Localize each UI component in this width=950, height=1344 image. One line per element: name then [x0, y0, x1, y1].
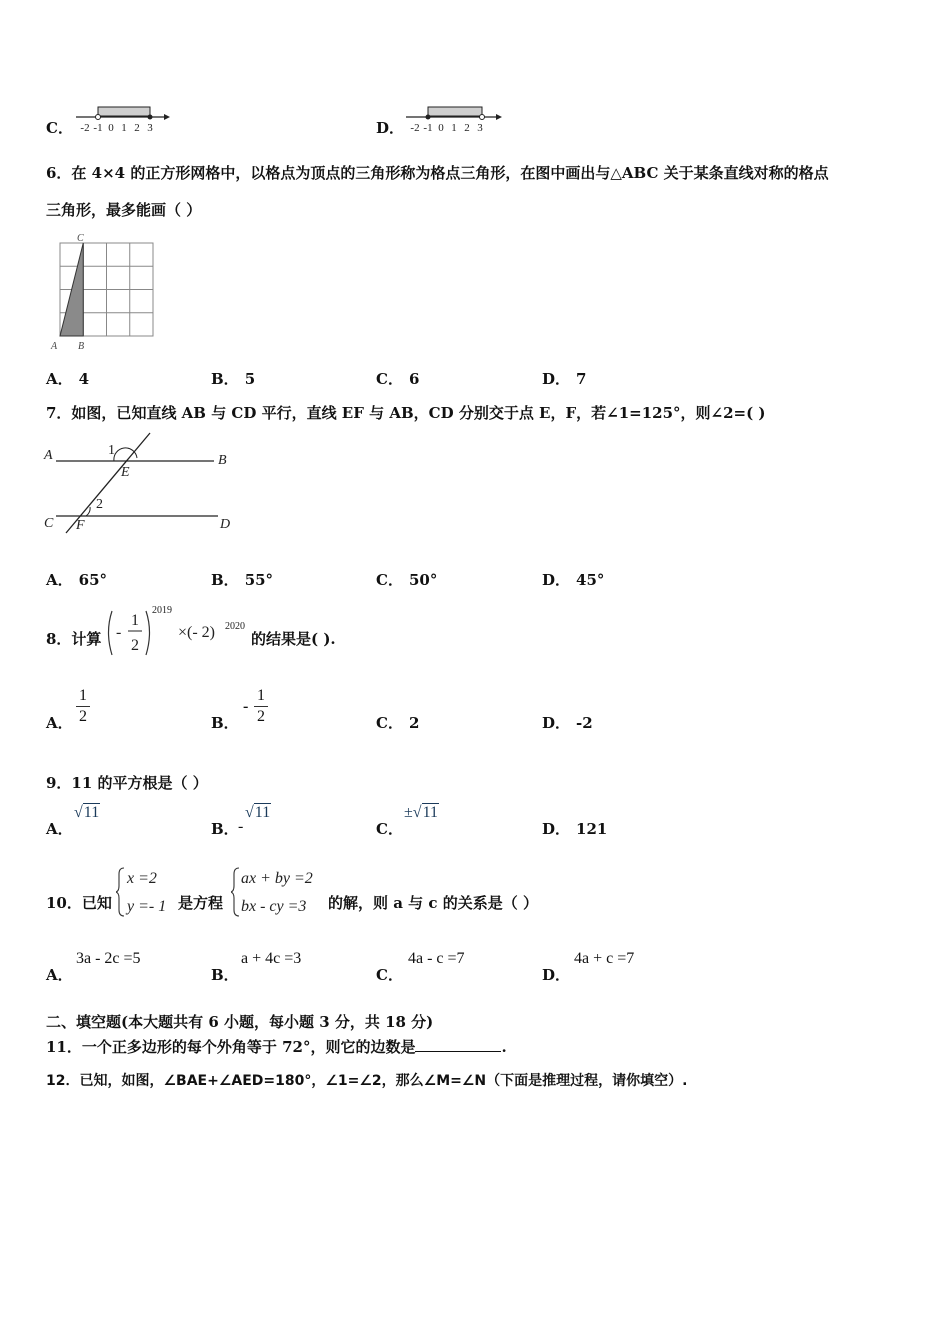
q7-text: 7．如图，已知直线 AB 与 CD 平行，直线 EF 与 AB，CD 分别交于点 E，F，若∠1=125°，则∠2=( ) [46, 404, 766, 422]
q7-option-b-value: 55° [244, 571, 274, 589]
q8-option-b-sign: - [243, 698, 249, 715]
q9-option-d [542, 818, 607, 839]
q8-exp2: 2020 [225, 621, 245, 632]
q7-label-angle1: 1 [108, 443, 115, 458]
q7-option-b [211, 569, 273, 590]
q11-text: 11．一个正多边形的每个外角等于 72°，则它的边数是 [46, 1038, 416, 1056]
q5c-tick-3: 1 [121, 122, 127, 134]
q5c-tick-0: -2 [80, 122, 90, 134]
q10-option-c-label: C． [376, 966, 403, 984]
q6-option-d-label: D． [542, 370, 571, 388]
q9-option-d-label: D． [542, 820, 571, 838]
q7-option-c [376, 569, 437, 590]
q5-option-c-numberline [74, 104, 174, 134]
q8-option-b-den: 2 [257, 708, 265, 725]
q8-option-d-label: D． [542, 714, 571, 732]
q7-option-d-value: 45° [576, 571, 605, 589]
q9-option-a-label: A． [46, 820, 73, 838]
q11-end: . [501, 1038, 507, 1056]
q8-option-c-value: 2 [408, 714, 420, 732]
q9-option-c-label: C． [376, 820, 403, 838]
q10-sys2-line1: ax + by =2 [241, 870, 313, 887]
q8-option-b-label: B． [211, 714, 239, 732]
q10-prefix: 10．已知 [46, 894, 112, 912]
q7-label-a: A [44, 448, 53, 463]
q7-option-a-value: 65° [78, 571, 108, 589]
q8-option-b-fraction [254, 686, 268, 727]
q10-system-1 [116, 864, 178, 920]
q10-option-d-label: D． [542, 966, 571, 984]
q6-option-b-value: 5 [244, 370, 256, 388]
q7-label-angle2: 2 [96, 497, 103, 512]
q7-option-d [542, 569, 604, 590]
q8-expression [104, 603, 252, 661]
q9-option-a-radicand: 11 [83, 804, 100, 821]
q8-frac-den: 2 [131, 637, 139, 654]
q9-option-b-label: B． [211, 820, 239, 838]
q10-system-2 [231, 864, 327, 920]
q5c-tick-5: 3 [147, 122, 153, 134]
q5d-tick-1: -1 [423, 122, 433, 134]
q6-grid-figure [46, 230, 161, 352]
q5d-tick-3: 1 [451, 122, 457, 134]
q6-text-line1: 6．在 4×4 的正方形网格中，以格点为顶点的三角形称为格点三角形，在图中画出与△ABC 关于某条直线对称的格点 [46, 164, 829, 182]
q6-option-a-label: A． [46, 370, 73, 388]
q9-option-b-sign: - [238, 818, 244, 835]
q6-option-d [542, 368, 586, 389]
q5c-tick-2: 0 [108, 122, 114, 134]
q10-option-c-value: 4a - c =7 [408, 950, 465, 967]
q11-answer-blank[interactable] [415, 1037, 501, 1052]
q8-option-b-num: 1 [254, 686, 268, 707]
q6-text-line2: 三角形，最多能画（ ） [46, 201, 202, 219]
q6-option-a [46, 368, 89, 389]
q5d-tick-4: 2 [464, 122, 470, 134]
q8-option-a-num: 1 [76, 686, 90, 707]
q5-option-c-label: C． [46, 119, 73, 137]
q12-text: 12．已知，如图，∠BAE+∠AED=180°，∠1=∠2，那么∠M=∠N（下面是推理过程，请你填空）. [46, 1073, 688, 1089]
q7-label-f: F [76, 518, 85, 533]
q7-label-c: C [44, 516, 54, 531]
q10-middle: 是方程 [178, 894, 224, 912]
q8-frac-num: 1 [131, 612, 139, 629]
q7-option-c-value: 50° [408, 571, 438, 589]
q8-option-a-label: A． [46, 714, 73, 732]
q8-option-c [376, 712, 419, 733]
q10-option-a-label: A． [46, 966, 73, 984]
q9-option-c-sign: ± [404, 804, 413, 821]
q8-option-a-den: 2 [79, 708, 87, 725]
q5d-tick-0: -2 [410, 122, 420, 134]
q5-option-d-label: D． [376, 119, 405, 137]
q9-option-a-sqrt: √11 [74, 804, 100, 821]
q9-text: 9．11 的平方根是（ ） [46, 774, 208, 792]
q7-label-d: D [220, 517, 231, 532]
q8-option-a-fraction [76, 686, 90, 727]
q10-suffix: 的解，则 a 与 c 的关系是（ ） [328, 894, 538, 912]
q5d-tick-5: 3 [477, 122, 483, 134]
q8-option-d [542, 712, 593, 733]
q6-option-b [211, 368, 255, 389]
q11-line [46, 1036, 507, 1057]
q9-option-b-radicand: 11 [254, 804, 271, 821]
q10-sys1-line1: x =2 [127, 870, 157, 887]
q7-option-d-label: D． [542, 571, 571, 589]
q5-option-d-numberline [404, 104, 504, 134]
q6-label-a: A [51, 341, 58, 352]
q8-suffix: 的结果是( ). [251, 630, 336, 648]
q8-exp1: 2019 [152, 605, 172, 616]
q7-label-b: B [218, 453, 227, 468]
q5d-tick-2: 0 [438, 122, 444, 134]
q9-option-c-radicand: 11 [422, 804, 438, 821]
q10-option-b-value: a + 4c =3 [241, 950, 302, 967]
q10-option-b-label: B． [211, 966, 239, 984]
q7-parallel-lines-figure [42, 428, 242, 538]
q7-option-c-label: C． [376, 571, 403, 589]
q10-sys1-line2: y =- 1 [127, 898, 167, 915]
q7-option-a-label: A． [46, 571, 73, 589]
q6-option-c-value: 6 [408, 370, 420, 388]
q8-option-c-label: C． [376, 714, 403, 732]
q6-option-b-label: B． [211, 370, 239, 388]
q6-option-c-label: C． [376, 370, 403, 388]
q6-label-b: B [78, 341, 85, 352]
q10-option-a-value: 3a - 2c =5 [76, 950, 141, 967]
section-2-heading: 二、填空题(本大题共有 6 小题，每小题 3 分，共 18 分) [46, 1013, 434, 1031]
q9-option-c-sqrt: ±√11 [404, 804, 438, 821]
q8-times: ×(- 2) [178, 624, 216, 641]
q8-prefix: 8．计算 [46, 630, 102, 648]
q5c-tick-4: 2 [134, 122, 140, 134]
q9-option-d-value: 121 [576, 820, 608, 838]
q8-sign: - [116, 624, 122, 641]
q6-option-a-value: 4 [78, 370, 90, 388]
q7-option-a [46, 569, 107, 590]
q6-label-c: C [77, 233, 84, 244]
q7-option-b-label: B． [211, 571, 239, 589]
q10-sys2-line2: bx - cy =3 [241, 898, 307, 915]
q7-label-e: E [121, 465, 130, 480]
q6-option-d-value: 7 [576, 370, 587, 388]
q5c-tick-1: -1 [93, 122, 103, 134]
q6-option-c [376, 368, 419, 389]
q8-option-d-value: -2 [576, 714, 593, 732]
q9-option-b-sqrt: √11 [245, 804, 271, 821]
q10-option-d-value: 4a + c =7 [574, 950, 635, 967]
